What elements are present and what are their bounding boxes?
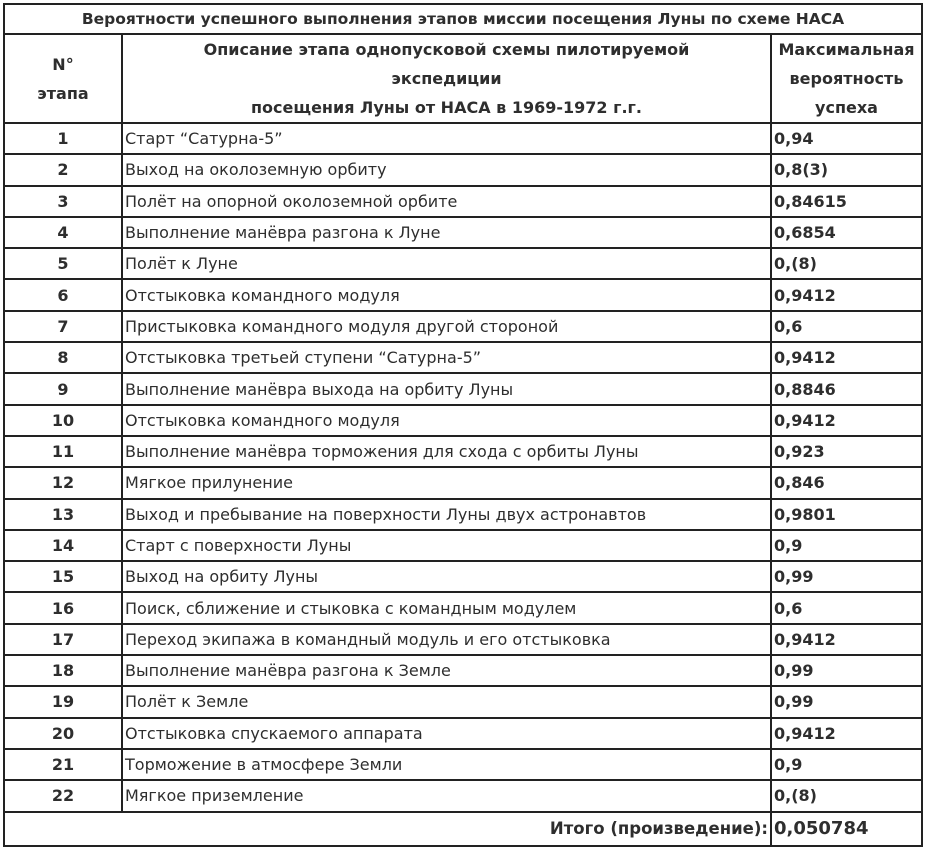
header-text: успеха	[815, 98, 878, 117]
table-row	[4, 186, 922, 217]
header-text: посещения Луны от НАСА в 1969-1972 г.г.	[251, 98, 642, 117]
total-label: Итого (произведение):	[4, 812, 771, 846]
stage-number: 11	[4, 436, 122, 467]
stage-description: Старт с поверхности Луны	[122, 530, 771, 561]
table-row	[4, 436, 922, 467]
table-title: Вероятности успешного выполнения этапов миссии посещения Луны по схеме НАСА	[4, 4, 922, 34]
stage-description: Выполнение манёвра разгона к Земле	[122, 655, 771, 686]
stage-description: Отстыковка спускаемого аппарата	[122, 718, 771, 749]
stage-probability: 0,8846	[771, 373, 922, 404]
stage-probability: 0,8(3)	[771, 154, 922, 185]
stage-probability: 0,(8)	[771, 780, 922, 811]
stage-probability: 0,6	[771, 592, 922, 623]
stage-probability: 0,9412	[771, 718, 922, 749]
stage-description: Полёт на опорной околоземной орбите	[122, 186, 771, 217]
table-row	[4, 311, 922, 342]
table-row	[4, 499, 922, 530]
stage-probability: 0,99	[771, 686, 922, 717]
stage-probability: 0,99	[771, 561, 922, 592]
table-row	[4, 217, 922, 248]
stage-probability: 0,9412	[771, 405, 922, 436]
stage-description: Мягкое приземление	[122, 780, 771, 811]
header-text: Максимальная	[778, 40, 915, 59]
stage-description: Выход и пребывание на поверхности Луны двух астронавтов	[122, 499, 771, 530]
stage-number: 16	[4, 592, 122, 623]
stage-description: Торможение в атмосфере Земли	[122, 749, 771, 780]
stage-number: 6	[4, 279, 122, 310]
stage-number: 12	[4, 467, 122, 498]
total-value: 0,050784	[771, 812, 922, 846]
probability-table	[3, 3, 923, 847]
stage-number: 22	[4, 780, 122, 811]
stage-probability: 0,9412	[771, 342, 922, 373]
stage-probability: 0,(8)	[771, 248, 922, 279]
table-row	[4, 718, 922, 749]
table-row	[4, 405, 922, 436]
stage-description: Выполнение манёвра торможения для схода с орбиты Луны	[122, 436, 771, 467]
table-row	[4, 749, 922, 780]
stage-number: 19	[4, 686, 122, 717]
stage-description: Отстыковка третьей ступени “Сатурна-5”	[122, 342, 771, 373]
stage-description: Выполнение манёвра выхода на орбиту Луны	[122, 373, 771, 404]
stage-number: 17	[4, 624, 122, 655]
table-row	[4, 655, 922, 686]
table-row	[4, 123, 922, 154]
stage-number: 3	[4, 186, 122, 217]
stage-description: Выполнение манёвра разгона к Луне	[122, 217, 771, 248]
header-row	[4, 34, 922, 123]
header-text: экспедиции	[391, 69, 502, 88]
stage-number: 1	[4, 123, 122, 154]
table-row	[4, 373, 922, 404]
stage-probability: 0,84615	[771, 186, 922, 217]
header-probability	[771, 34, 922, 123]
header-text: этапа	[37, 83, 89, 103]
stage-description: Отстыковка командного модуля	[122, 279, 771, 310]
table-row	[4, 624, 922, 655]
stage-description: Мягкое прилунение	[122, 467, 771, 498]
stage-probability: 0,9	[771, 749, 922, 780]
stage-number: 2	[4, 154, 122, 185]
stage-number: 5	[4, 248, 122, 279]
stage-number: 4	[4, 217, 122, 248]
stage-probability: 0,6	[771, 311, 922, 342]
stage-description: Пристыковка командного модуля другой стороной	[122, 311, 771, 342]
stage-probability: 0,9412	[771, 624, 922, 655]
header-text: вероятность	[789, 69, 904, 88]
stage-number: 15	[4, 561, 122, 592]
table-row	[4, 248, 922, 279]
stage-number: 10	[4, 405, 122, 436]
stage-number: 8	[4, 342, 122, 373]
stage-probability: 0,846	[771, 467, 922, 498]
stage-number: 9	[4, 373, 122, 404]
stage-probability: 0,9	[771, 530, 922, 561]
stage-number: 21	[4, 749, 122, 780]
header-description	[122, 34, 771, 123]
table-row	[4, 686, 922, 717]
stage-probability: 0,9801	[771, 499, 922, 530]
table-row	[4, 561, 922, 592]
header-stage-number	[4, 34, 122, 123]
table-row	[4, 467, 922, 498]
stage-number: 14	[4, 530, 122, 561]
stage-number: 18	[4, 655, 122, 686]
stage-probability: 0,9412	[771, 279, 922, 310]
stage-description: Выход на околоземную орбиту	[122, 154, 771, 185]
stage-description: Переход экипажа в командный модуль и его отстыковка	[122, 624, 771, 655]
total-row	[4, 812, 922, 846]
stage-description: Отстыковка командного модуля	[122, 405, 771, 436]
stage-probability: 0,923	[771, 436, 922, 467]
table-row	[4, 530, 922, 561]
stage-description: Старт “Сатурна-5”	[122, 123, 771, 154]
header-text: Описание этапа однопусковой схемы пилотируемой	[203, 40, 690, 59]
table-row	[4, 592, 922, 623]
table-row	[4, 279, 922, 310]
table-row	[4, 154, 922, 185]
stage-description: Полёт к Луне	[122, 248, 771, 279]
header-text: N°	[52, 54, 74, 74]
stage-description: Выход на орбиту Луны	[122, 561, 771, 592]
table-row	[4, 342, 922, 373]
table-row	[4, 780, 922, 811]
stage-number: 20	[4, 718, 122, 749]
stage-probability: 0,99	[771, 655, 922, 686]
stage-probability: 0,94	[771, 123, 922, 154]
stage-number: 7	[4, 311, 122, 342]
stage-description: Полёт к Земле	[122, 686, 771, 717]
stage-probability: 0,6854	[771, 217, 922, 248]
stage-description: Поиск, сближение и стыковка с командным модулем	[122, 592, 771, 623]
stage-number: 13	[4, 499, 122, 530]
